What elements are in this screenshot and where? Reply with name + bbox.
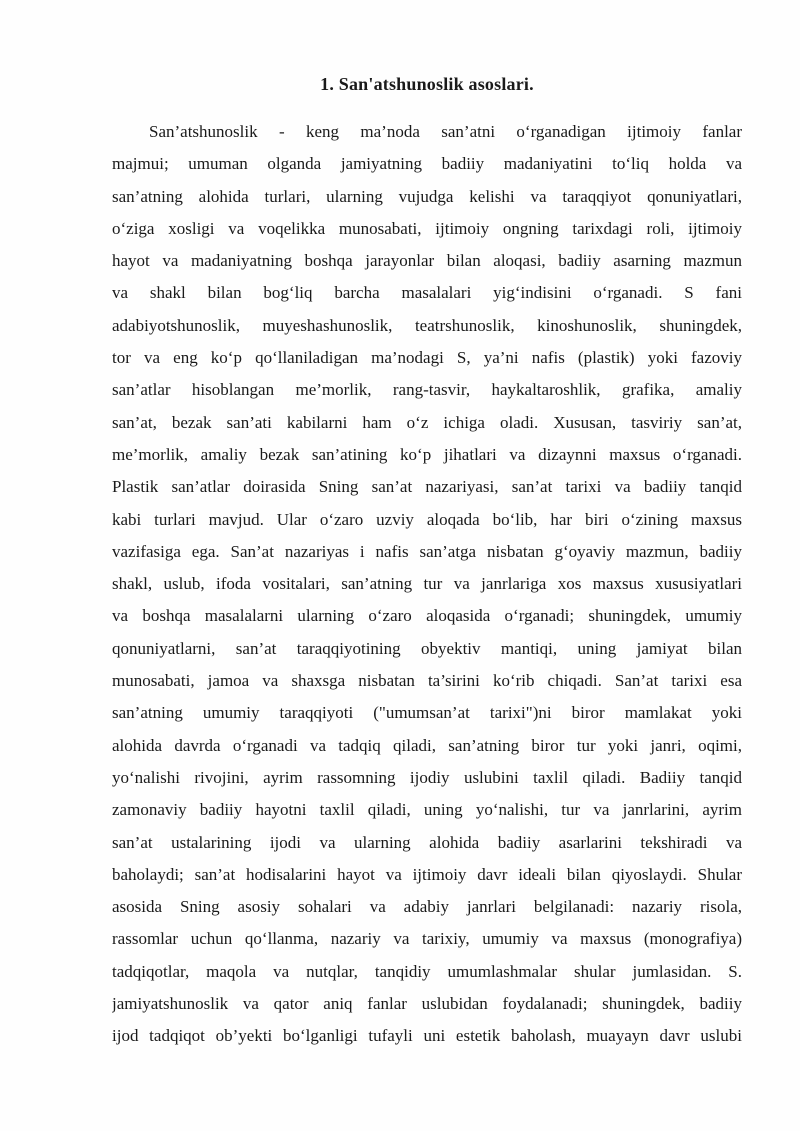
paragraph-line: Plastik san’atlar doirasida Sning san’at nazariyasi, san’at tarixi va badiiy tanqid xyxy=(112,477,742,497)
paragraph-line: majmui; umuman olganda jamiyatning badiiy madaniyatini to‘liq holda va xyxy=(112,154,742,174)
paragraph-line: adabiyotshunoslik, muyeshashunoslik, teatrshunoslik, kinoshunoslik, shuningdek, xyxy=(112,315,742,335)
page-content xyxy=(112,72,742,1053)
paragraph-line: rassomlar uchun qo‘llanma, nazariy va tarixiy, umumiy va maxsus (monografiya) xyxy=(112,929,742,949)
paragraph-line: asosida Sning asosiy sohalari va adabiy janrlari belgilanadi: nazariy risola, xyxy=(112,897,742,917)
paragraph xyxy=(112,116,742,1053)
paragraph-line: San’atshunoslik - keng ma’noda san’atni o‘rganadigan ijtimoiy fanlar xyxy=(149,122,742,141)
paragraph-line: san’atning umumiy taraqqiyoti ("umumsan’at tarixi")ni biror mamlakat yoki xyxy=(112,703,742,723)
paragraph-line: me’morlik, amaliy bezak san’atining ko‘p jihatlari va dizaynni maxsus o‘rganadi. xyxy=(112,444,742,464)
paragraph-line: munosabati, jamoa va shaxsga nisbatan ta’sirini ko‘rib chiqadi. San’at tarixi esa xyxy=(112,671,742,691)
paragraph-line: vazifasiga ega. San’at nazariyas i nafis san’atga nisbatan g‘oyaviy mazmun, badiiy xyxy=(112,541,742,561)
paragraph-line: shakl, uslub, ifoda vositalari, san’atning tur va janrlariga xos maxsus xususiyatlari xyxy=(112,574,742,594)
paragraph-line: qonuniyatlarni, san’at taraqqiyotining obyektiv mantiqi, uning jamiyat bilan xyxy=(112,638,742,658)
paragraph-line: va boshqa masalalarni ularning o‘zaro aloqasida o‘rganadi; shuningdek, umumiy xyxy=(112,606,742,626)
paragraph-line: va shakl bilan bog‘liq barcha masalalari yig‘indisini o‘rganadi. S fani xyxy=(112,283,742,303)
paragraph-line: zamonaviy badiiy hayotni taxlil qiladi, uning yo‘nalishi, tur va janrlarini, ayrim xyxy=(112,800,742,820)
paragraph-line: san’at, bezak san’ati kabilarni ham o‘z ichiga oladi. Xususan, tasviriy san’at, xyxy=(112,412,742,432)
paragraph-line: o‘ziga xosligi va voqelikka munosabati, ijtimoiy ongning tarixdagi roli, ijtimoiy xyxy=(112,218,742,238)
paragraph-line: san’atlar hisoblangan me’morlik, rang-tasvir, haykaltaroshlik, grafika, amaliy xyxy=(112,380,742,400)
paragraph-line: ijod tadqiqot ob’yekti bo‘lganligi tufayli uni estetik baholash, muayayn davr uslubi xyxy=(112,1026,742,1046)
paragraph-line: baholaydi; san’at hodisalarini hayot va ijtimoiy davr ideali bilan qiyoslaydi. Shular xyxy=(112,864,742,884)
paragraph-line: tor va eng ko‘p qo‘llaniladigan ma’nodagi S, ya’ni nafis (plastik) yoki fazoviy xyxy=(112,348,742,368)
paragraph-line: hayot va madaniyatning boshqa jarayonlar bilan aloqasi, badiiy asarning mazmun xyxy=(112,251,742,271)
paragraph-line: tadqiqotlar, maqola va nutqlar, tanqidiy umumlashmalar shular jumlasidan. S. xyxy=(112,961,742,981)
paragraph-line: kabi turlari mavjud. Ular o‘zaro uzviy aloqada bo‘lib, har biri o‘zining maxsus xyxy=(112,509,742,529)
paragraph-line: yo‘nalishi rivojini, ayrim rassomning ijodiy uslubini taxlil qiladi. Badiiy tanqid xyxy=(112,767,742,787)
page-title: 1. San'atshunoslik asoslari. xyxy=(320,74,534,94)
paragraph-line: jamiyatshunoslik va qator aniq fanlar uslubidan foydalanadi; shuningdek, badiiy xyxy=(112,994,742,1014)
paragraph-line: alohida davrda o‘rganadi va tadqiq qiladi, san’atning biror tur yoki janri, oqimi, xyxy=(112,735,742,755)
paragraph-line: san’atning alohida turlari, ularning vujudga kelishi va taraqqiyot qonuniyatlari, xyxy=(112,186,742,206)
paragraph-line: san’at ustalarining ijodi va ularning alohida badiiy asarlarini tekshiradi va xyxy=(112,832,742,852)
